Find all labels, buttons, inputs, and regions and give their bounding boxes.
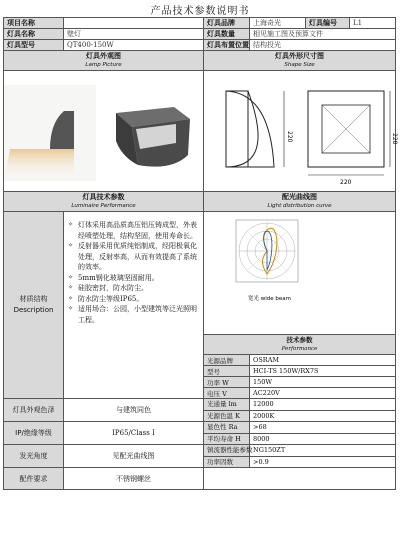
feature-list	[68, 220, 199, 325]
spec-key: 型号	[204, 366, 250, 377]
shape-header	[204, 51, 396, 71]
spec-key: 镇流器性能参数	[204, 445, 249, 457]
appearance-title: 灯具外观图	[86, 51, 121, 60]
polar-plot	[236, 220, 298, 282]
feature-item: ✧ 灯体采用高品质高压铝压铸成型，外表经喷塑处理，结构坚固，使用寿命长。	[68, 220, 199, 241]
brand-value: 上海奇光	[250, 18, 306, 29]
angle-label: 发光角度	[4, 445, 64, 468]
specs-header	[204, 335, 396, 355]
material-label-cell	[4, 212, 64, 399]
shape-title: 灯具外形尺寸图	[275, 51, 325, 60]
feature-item: ✧ 适用场合：公园，小型建筑等泛光照明工程。	[68, 304, 199, 325]
lamp-picture	[4, 71, 199, 189]
code-label: 灯具编号	[306, 18, 350, 29]
code-value: L1	[350, 18, 396, 29]
quantity-label: 灯具数量	[204, 29, 250, 40]
fixture-name-label: 灯具名称	[4, 29, 64, 40]
color-label: 灯具外观色泽	[4, 399, 64, 422]
shape-title-en: Shape Size	[284, 61, 315, 68]
spec-value: HCI-TS 150W/RX7S	[250, 366, 396, 377]
layout-label: 灯具布置位置	[204, 40, 250, 51]
shape-size-cell	[204, 71, 399, 192]
spec-key: 光源色温 K	[207, 412, 240, 420]
curve-caption: 宽光 wide beam	[248, 296, 292, 302]
feature-item: ✧ 硅胶密封，防水防尘。	[68, 283, 199, 294]
spec-pair-values	[250, 399, 396, 422]
spec-key: 功率 W	[204, 377, 250, 388]
spec-key: 电压 V	[204, 388, 250, 399]
material-label: 材质结构	[19, 295, 48, 303]
shape-size-drawing	[204, 71, 399, 189]
spec-pair-cell	[204, 422, 250, 445]
performance-title-en: Luminaire Performance	[71, 202, 136, 209]
curve-header	[204, 192, 396, 212]
feature-item: ✧ 反射器采用优质纯铝制成，经阳极氧化处理，反射率高，从而有效提高了系统的效率。	[68, 241, 199, 273]
lamp-picture-cell	[4, 71, 204, 192]
layout-value: 结构投光	[250, 40, 396, 51]
fixture-name-value: 壁灯	[64, 29, 204, 40]
spec-key: 功率因数	[207, 458, 234, 466]
brand-label: 灯具品牌	[204, 18, 250, 29]
accessory-value: 不锈钢螺丝	[64, 468, 204, 490]
spec-pair-values	[250, 422, 396, 445]
side-height-label: 220	[286, 131, 294, 143]
spec-value: 8000	[253, 435, 270, 443]
spec-key: 平均寿命 H	[207, 435, 241, 443]
spec-pair-cell	[204, 445, 253, 468]
model-value: QT400-150W	[64, 40, 204, 51]
material-label-en: Description	[13, 306, 54, 314]
spec-value: AC220V	[250, 388, 396, 399]
feature-item: ✧ 防水防尘等级IP65。	[68, 294, 199, 305]
spec-value: 150W	[250, 377, 396, 388]
spec-value: 2000K	[253, 412, 275, 420]
appearance-header	[4, 51, 204, 71]
spec-value: >68	[250, 422, 395, 434]
quantity-value: 相见施工图及预算文件	[250, 29, 396, 40]
specs-title-en: Performance	[281, 345, 318, 352]
front-height-label: 220	[391, 133, 399, 145]
front-width-label: 220	[340, 179, 352, 186]
project-name-value	[64, 18, 204, 29]
light-beam	[4, 149, 74, 181]
spec-pair-values	[250, 445, 396, 468]
angle-value: 见配光曲线图	[64, 445, 204, 468]
specs-title: 技术参数	[286, 335, 313, 344]
document-title: 产品技术参数说明书	[150, 6, 250, 17]
curve-cell	[204, 212, 396, 335]
features-cell	[64, 212, 204, 399]
ip-value: IP65/Class I	[64, 422, 204, 445]
spec-value: >0.9	[253, 458, 269, 466]
light-distribution-curve	[204, 212, 399, 332]
feature-item: ✧ 5mm钢化玻璃坚固耐用。	[68, 273, 199, 284]
spec-table	[3, 17, 399, 490]
project-name-label: 项目名称	[4, 18, 64, 29]
ip-label: IP/绝缘等级	[4, 422, 64, 445]
spec-key: 光通量 lm	[204, 399, 249, 411]
curve-title: 配光曲线图	[282, 192, 318, 201]
spec-value: OSRAM	[250, 355, 396, 366]
model-label: 灯具型号	[4, 40, 64, 51]
spec-key: 光源品牌	[204, 355, 250, 366]
spec-value: 12000	[250, 399, 395, 411]
accessory-label: 配件要求	[4, 468, 64, 490]
spec-pair-cell	[204, 399, 250, 422]
spec-value: NG150ZT	[250, 445, 395, 457]
empty-cell	[204, 468, 396, 490]
spec-key: 显色性 Ra	[204, 422, 249, 434]
color-value: 与建筑同色	[64, 399, 204, 422]
curve-title-en: Light distribution curve	[267, 202, 332, 209]
performance-header	[4, 192, 204, 212]
performance-title: 灯具技术参数	[82, 192, 125, 201]
appearance-title-en: Lamp Picture	[85, 61, 122, 68]
